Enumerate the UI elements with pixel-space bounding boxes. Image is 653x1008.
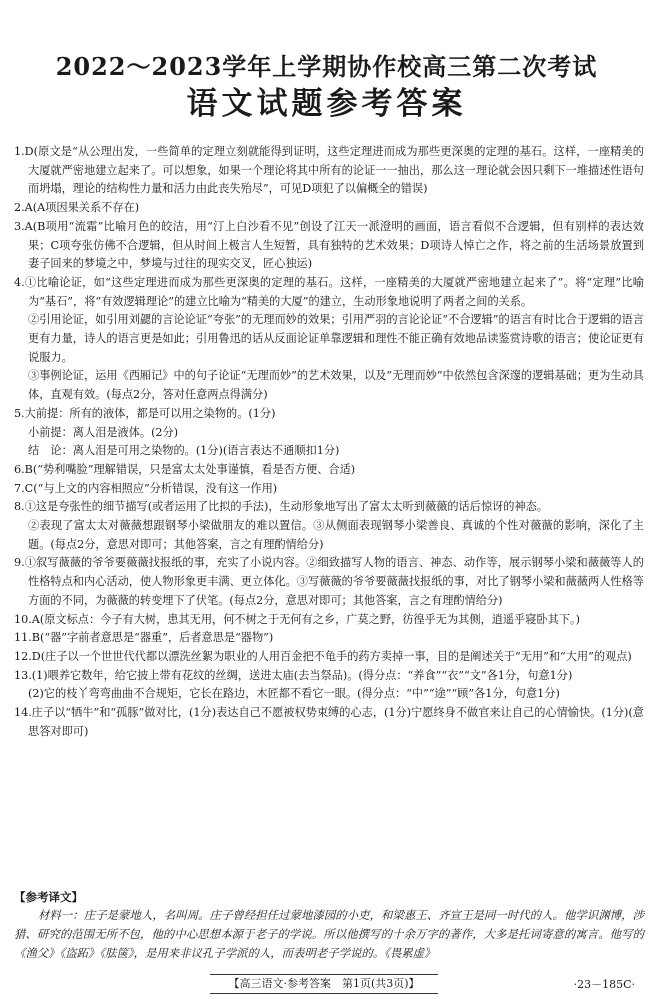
answer-item-6: 6.B(“势利嘴脸”理解错误，只是富太太处事谨慎，看是否方便、合适)	[14, 462, 356, 476]
page-footer: 【高三语文·参考答案 第1页(共3页)】	[210, 974, 438, 994]
answer-item-1: 1.D(原文是“从公理出发，一些简单的定理立刻就能得到证明，这些定理进而成为那些更深奥的定理的基石。这样，一座精美的大厦就严密地建立起来了。可以想象，如果一个理论将其中所有的论证一一抽出，那么这一理论就会因只剩下一堆描述性语句而坍塌，理论的结构性力量和活力由此丧失殆尽”，可见D项犯了以偏概全的错误)	[14, 145, 644, 196]
answer-item-3: 3.A(B项用“流霜”比喻月色的皎洁，用“汀上白沙看不见”创设了江天一派澄明的画面，语言看似不合逻辑，但有别样的表达效果；C项夸张仿佛不合逻辑，但从时间上极言人生短暂，具有独特的艺术效果；D项诗人悼亡之作，将之前的生活场景放置到妻子回来的梦境之中，梦境与过往的现实交叉，匠心独运)	[14, 219, 644, 271]
answer-item-9: 9.①叙写薇薇的爷爷要薇薇找报纸的事，充实了小说内容。②细致描写人物的语言、神态、动作等，展示钢琴小梁和薇薇等人的性格特点和内心活动，使人物形象更丰满、更立体化。③写薇薇的爷爷要薇薇找报纸的事，对比了钢琴小梁和薇薇两人性格等方面的不同，为薇薇的转变埋下了伏笔。(每点2分，意思对即可；其他答案，言之有理酌情给分)	[14, 556, 644, 607]
answer-5-conclusion: 结 论：离人泪是可用之染物的。(1分)(语言表达不通顺扣1分)	[28, 444, 340, 458]
answer-item-10: 10.A(原文标点：今子有大树，患其无用，何不树之于无何有之乡，广莫之野，彷徨乎无为其侧，逍遥乎寝卧其下。)	[14, 612, 581, 626]
answer-item-2: 2.A(A项因果关系不存在)	[14, 201, 140, 215]
answer-5-minor-premise: 小前提：离人泪是液体。(2分)	[28, 425, 179, 439]
answer-item-4: 4.①比喻论证，如“这些定理进而成为那些更深奥的定理的基石。这样，一座精美的大厦就严密地建立起来了”。将“定理”比喻为“基石”，将“有效逻辑理论”的建立比喻为“精美的大厦”的建立，生动形象地说明了两者之间的关系。	[14, 275, 644, 308]
answer-item-11: 11.B(“器”字前者意思是“器重”，后者意思是“器物”)	[14, 631, 274, 645]
answer-item-8: 8.①这是夸张性的细节描写(或者运用了比拟的手法)，生动形象地写出了富太太听到薇薇的话后惊讶的神态。	[14, 500, 549, 514]
answer-item-5: 5.大前提：所有的液体，都是可以用之染物的。(1分)	[14, 406, 276, 420]
answer-4-point-3: ③事例论证，运用《西厢记》中的句子论证“无理而妙”的艺术效果，以及“无理而妙”中依然包含深邃的逻辑基础；更为生动具体，直观有效。(每点2分，答对任意两点得满分)	[28, 369, 644, 402]
answer-item-13: 13.(1)喂养它数年，给它披上带有花纹的丝绸，送进太庙(去当祭品)。(得分点：“养食”“衣”“文”各1分，句意1分)	[14, 668, 573, 682]
answer-list	[14, 143, 644, 742]
reference-translation-heading: 【参考译文】	[14, 890, 83, 904]
answer-13-part-2: (2)它的枝丫弯弯曲曲不合规矩，它长在路边，木匠都不看它一眼。(得分点：“中”“途”“顾”各1分，句意1分)	[28, 687, 560, 701]
answer-4-point-2: ②引用论证，如引用刘勰的言论论证“夸张”的无理而妙的效果；引用严羽的言论论证“不合逻辑”的语言有时比合于逻辑的语言更有力量，诗人的语言更是如此；引用鲁迅的话从反面论证单靠逻辑和理性不能正确有效地品读鉴赏诗歌的语言；使论证更有说服力。	[28, 313, 644, 364]
answer-item-14: 14.庄子以“牺牛”和“孤豚”做对比，(1分)表达自己不愿被权势束缚的心志，(1分)宁愿终身不做官来让自己的心情愉快。(1分)(意思答对即可)	[14, 706, 644, 738]
page-title: 语文试题参考答案	[186, 86, 467, 122]
exam-title: 2022～2023学年上学期协作校高三第二次考试	[55, 52, 598, 81]
document-code: ·23－185C·	[573, 978, 635, 991]
answer-8-points: ②表现了富太太对薇薇想跟钢琴小梁做朋友的难以置信。③从侧面表现钢琴小梁善良、真诚的个性对薇薇的影响，深化了主题。(每点2分，意思对即可；其他答案，言之有理酌情给分)	[28, 519, 644, 551]
answer-item-7: 7.C(“与上文的内容相照应”分析错误，没有这一作用)	[14, 481, 278, 495]
answer-item-12: 12.D(庄子以一个世世代代都以漂洗丝絮为职业的人用百金把不龟手的药方卖掉一事，目的是阐述关于“无用”和“大用”的观点)	[14, 649, 632, 663]
reference-translation-text: 材料一：庄子是蒙地人，名叫周。庄子曾经担任过蒙地漆园的小吏，和梁惠王、齐宣王是同一时代的人。他学识渊博，涉猎、研究的范围无所不包，他的中心思想本源于老子的学说。所以他撰写的十余万字的著作，大多是托词寄意的寓言。他写的《渔父》《盗跖》《胠箧》，是用来非议孔子学派的人，而表明老子学说的。《畏累虚》	[14, 910, 644, 961]
